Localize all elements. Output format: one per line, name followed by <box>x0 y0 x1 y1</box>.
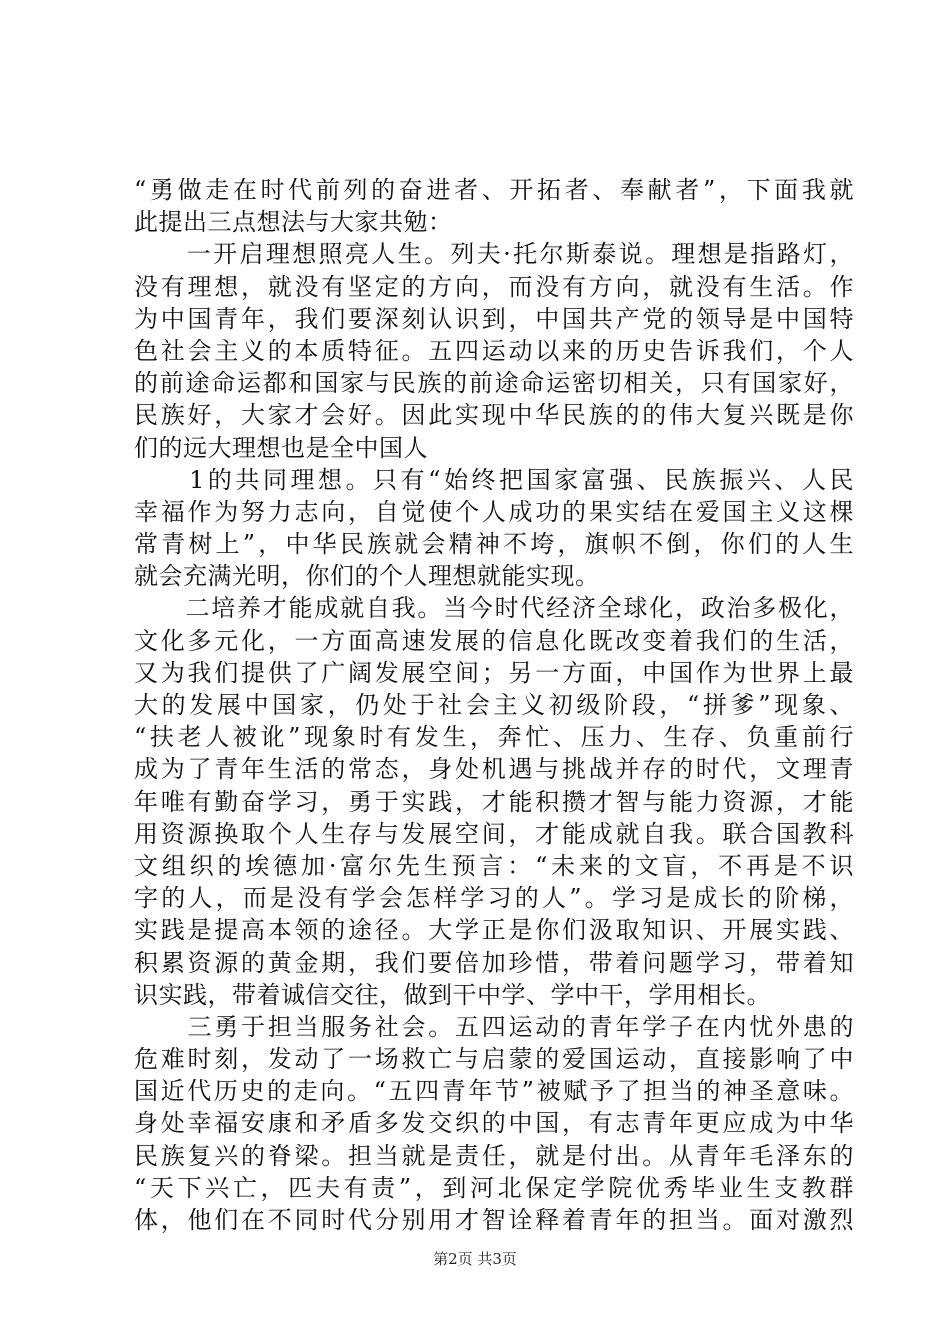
text-line: 用资源换取个人生存与发展空间，才能成就自我。联合国教科 <box>134 819 854 848</box>
text-line: 字的人，而是没有学会怎样学习的人”。学习是成长的阶梯， <box>134 884 854 913</box>
text-line: 二培养才能成就自我。当今时代经济全球化，政治多极化， <box>134 594 854 623</box>
text-line: 一开启理想照亮人生。列夫·托尔斯泰说。理想是指路灯， <box>134 240 854 269</box>
text-line: 文化多元化，一方面高速发展的信息化既改变着我们的生活， <box>134 626 854 655</box>
text-line: 年唯有勤奋学习，勇于实践，才能积攒才智与能力资源，才能 <box>134 787 854 816</box>
text-line: 体，他们在不同时代分别用才智诠释着青年的担当。面对激烈 <box>134 1206 854 1234</box>
text-line: 就会充满光明，你们的个人理想就能实现。 <box>134 562 600 591</box>
text-line: 成为了青年生活的常态，身处机遇与挑战并存的时代，文理青 <box>134 755 854 784</box>
text-line: 常青树上”，中华民族就会精神不垮，旗帜不倒，你们的人生 <box>134 530 854 559</box>
text-line: 危难时刻，发动了一场救亡与启蒙的爱国运动，直接影响了中 <box>134 1045 854 1074</box>
text-line: 民族好，大家才会好。因此实现中华民族的的伟大复兴既是你 <box>134 401 854 430</box>
text-line: 们的远大理想也是全中国人 <box>134 433 428 462</box>
text-line: 的前途命运都和国家与民族的前途命运密切相关，只有国家好， <box>134 369 854 398</box>
text-line: 色社会主义的本质特征。五四运动以来的历史告诉我们，个人 <box>134 336 854 365</box>
text-line: 没有理想，就没有坚定的方向，而没有方向，就没有生活。作 <box>134 272 854 301</box>
text-line: 1的共同理想。只有“始终把国家富强、民族振兴、人民 <box>134 465 854 494</box>
page-footer: 第2页 共3页 <box>433 1250 517 1268</box>
text-line: 大的发展中国家，仍处于社会主义初级阶段，“拼爹”现象、 <box>134 691 854 719</box>
text-line: 幸福作为努力志向，自觉使个人成功的果实结在爱国主义这棵 <box>134 497 854 526</box>
text-line: “天下兴亡，匹夫有责”，到河北保定学院优秀毕业生支教群 <box>134 1173 854 1202</box>
text-line: 实践是提高本领的途径。大学正是你们汲取知识、开展实践、 <box>134 916 854 945</box>
text-line: 积累资源的黄金期，我们要倍加珍惜，带着问题学习，带着知 <box>134 948 854 977</box>
text-line: 识实践，带着诚信交往，做到干中学、学中干，学用相长。 <box>134 980 771 1009</box>
text-line: 国近代历史的走向。“五四青年节”被赋予了担当的神圣意味。 <box>134 1077 854 1106</box>
body-text <box>134 174 854 1236</box>
text-line: 文组织的埃德加·富尔先生预言：“未来的文盲，不再是不识 <box>134 851 854 880</box>
text-line: 又为我们提供了广阔发展空间；另一方面，中国作为世界上最 <box>134 658 854 687</box>
text-line: 此提出三点想法与大家共勉： <box>134 208 453 237</box>
text-line: “扶老人被讹”现象时有发生，奔忙、压力、生存、负重前行 <box>134 723 854 752</box>
text-line: 为中国青年，我们要深刻认识到，中国共产党的领导是中国特 <box>134 304 854 333</box>
text-line: 民族复兴的脊梁。担当就是责任，就是付出。从青年毛泽东的 <box>134 1141 854 1170</box>
text-line: 身处幸福安康和矛盾多发交织的中国，有志青年更应成为中华 <box>134 1109 854 1138</box>
text-line: 三勇于担当服务社会。五四运动的青年学子在内忧外患的 <box>134 1012 854 1041</box>
text-line: “勇做走在时代前列的奋进者、开拓者、奉献者”，下面我就 <box>134 176 854 204</box>
